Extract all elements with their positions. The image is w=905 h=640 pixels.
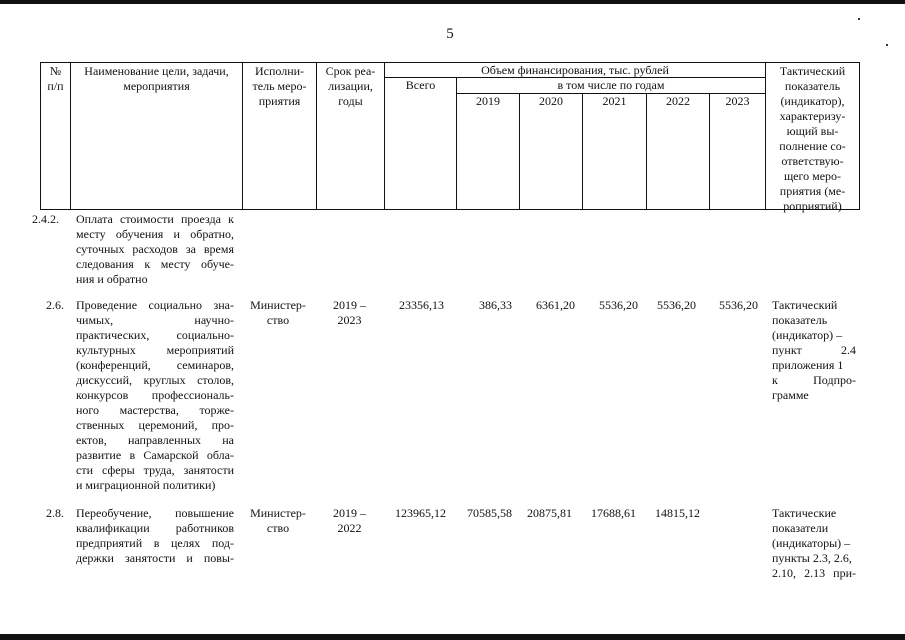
header-term: Срок реа- лизации, годы (325, 64, 376, 108)
header-total: Всего (405, 78, 436, 92)
row-y2020: 20875,81 (527, 506, 572, 520)
top-border (0, 0, 905, 4)
row-executor: Министер- ство (250, 298, 306, 327)
bottom-border (0, 634, 905, 640)
row-indicator: Тактические показатели (индикаторы) – пункты 2.3, 2.6, 2.10, 2.13 при- (772, 506, 856, 580)
header-by-year: в том числе по годам (557, 78, 665, 92)
page-number: 5 (446, 26, 454, 42)
row-y2019: 70585,58 (467, 506, 512, 520)
scan-speck (886, 44, 888, 46)
row-y2021: 5536,20 (599, 298, 638, 312)
row-executor: Министер- ство (250, 506, 306, 535)
row-number: 2.4.2. (32, 212, 59, 226)
row-y2019: 386,33 (479, 298, 512, 312)
row-y2023: 5536,20 (719, 298, 758, 312)
row-indicator: Тактический показатель (индикатор) – пункт 2.4 приложения 1 к Подпро- грамме (772, 298, 856, 402)
row-term: 2019 – 2023 (333, 298, 366, 327)
row-number: 2.6. (46, 298, 64, 312)
header-year: 2020 (539, 94, 563, 108)
row-name: Оплата стоимости проезда к месту обучения и обратно, суточных расходов за время следования к месту обуче- ния и обратно (76, 212, 234, 286)
row-name: Проведение социально зна- чимых, научно- практических, социально- культурных мероприятий (конференций, семинаров, дискуссий, круглых столов, конкурсов профессиональ- ного мастерства, торже- ственных церемоний, про- ектов, направленных на развитие в Самарской обла- сти сферы труда, занятости и миграционной политики) (76, 298, 234, 492)
row-name: Переобучение, повышение квалификации работников предприятий в целях под- держки занятости и повы- (76, 506, 234, 565)
row-total: 23356,13 (399, 298, 444, 312)
row-y2022: 14815,12 (655, 506, 700, 520)
col-divider (646, 93, 647, 210)
row-y2021: 17688,61 (591, 506, 636, 520)
header-year: 2023 (725, 94, 750, 108)
scan-speck (858, 18, 860, 20)
row-total: 123965,12 (395, 506, 446, 520)
col-divider (582, 93, 583, 210)
header-year: 2021 (602, 94, 627, 108)
col-divider (709, 93, 710, 210)
header-indicator: Тактический показатель (индикатор), характеризу- ющий вы- полнение со- ответствую- щего меро- приятия (ме- роприятий) (779, 64, 846, 213)
header-executor: Исполни- тель меро- приятия (252, 64, 307, 108)
header-name: Наименование цели, задачи, мероприятия (84, 64, 229, 93)
row-y2020: 6361,20 (536, 298, 575, 312)
header-num: № п/п (47, 64, 64, 93)
header-year: 2019 (476, 94, 500, 108)
row-y2022: 5536,20 (657, 298, 696, 312)
header-funding: Объем финансирования, тыс. рублей (481, 63, 669, 77)
header-year: 2022 (666, 94, 690, 108)
row-number: 2.8. (46, 506, 64, 520)
col-divider (519, 93, 520, 210)
row-term: 2019 – 2022 (333, 506, 366, 535)
table-header (40, 62, 860, 213)
